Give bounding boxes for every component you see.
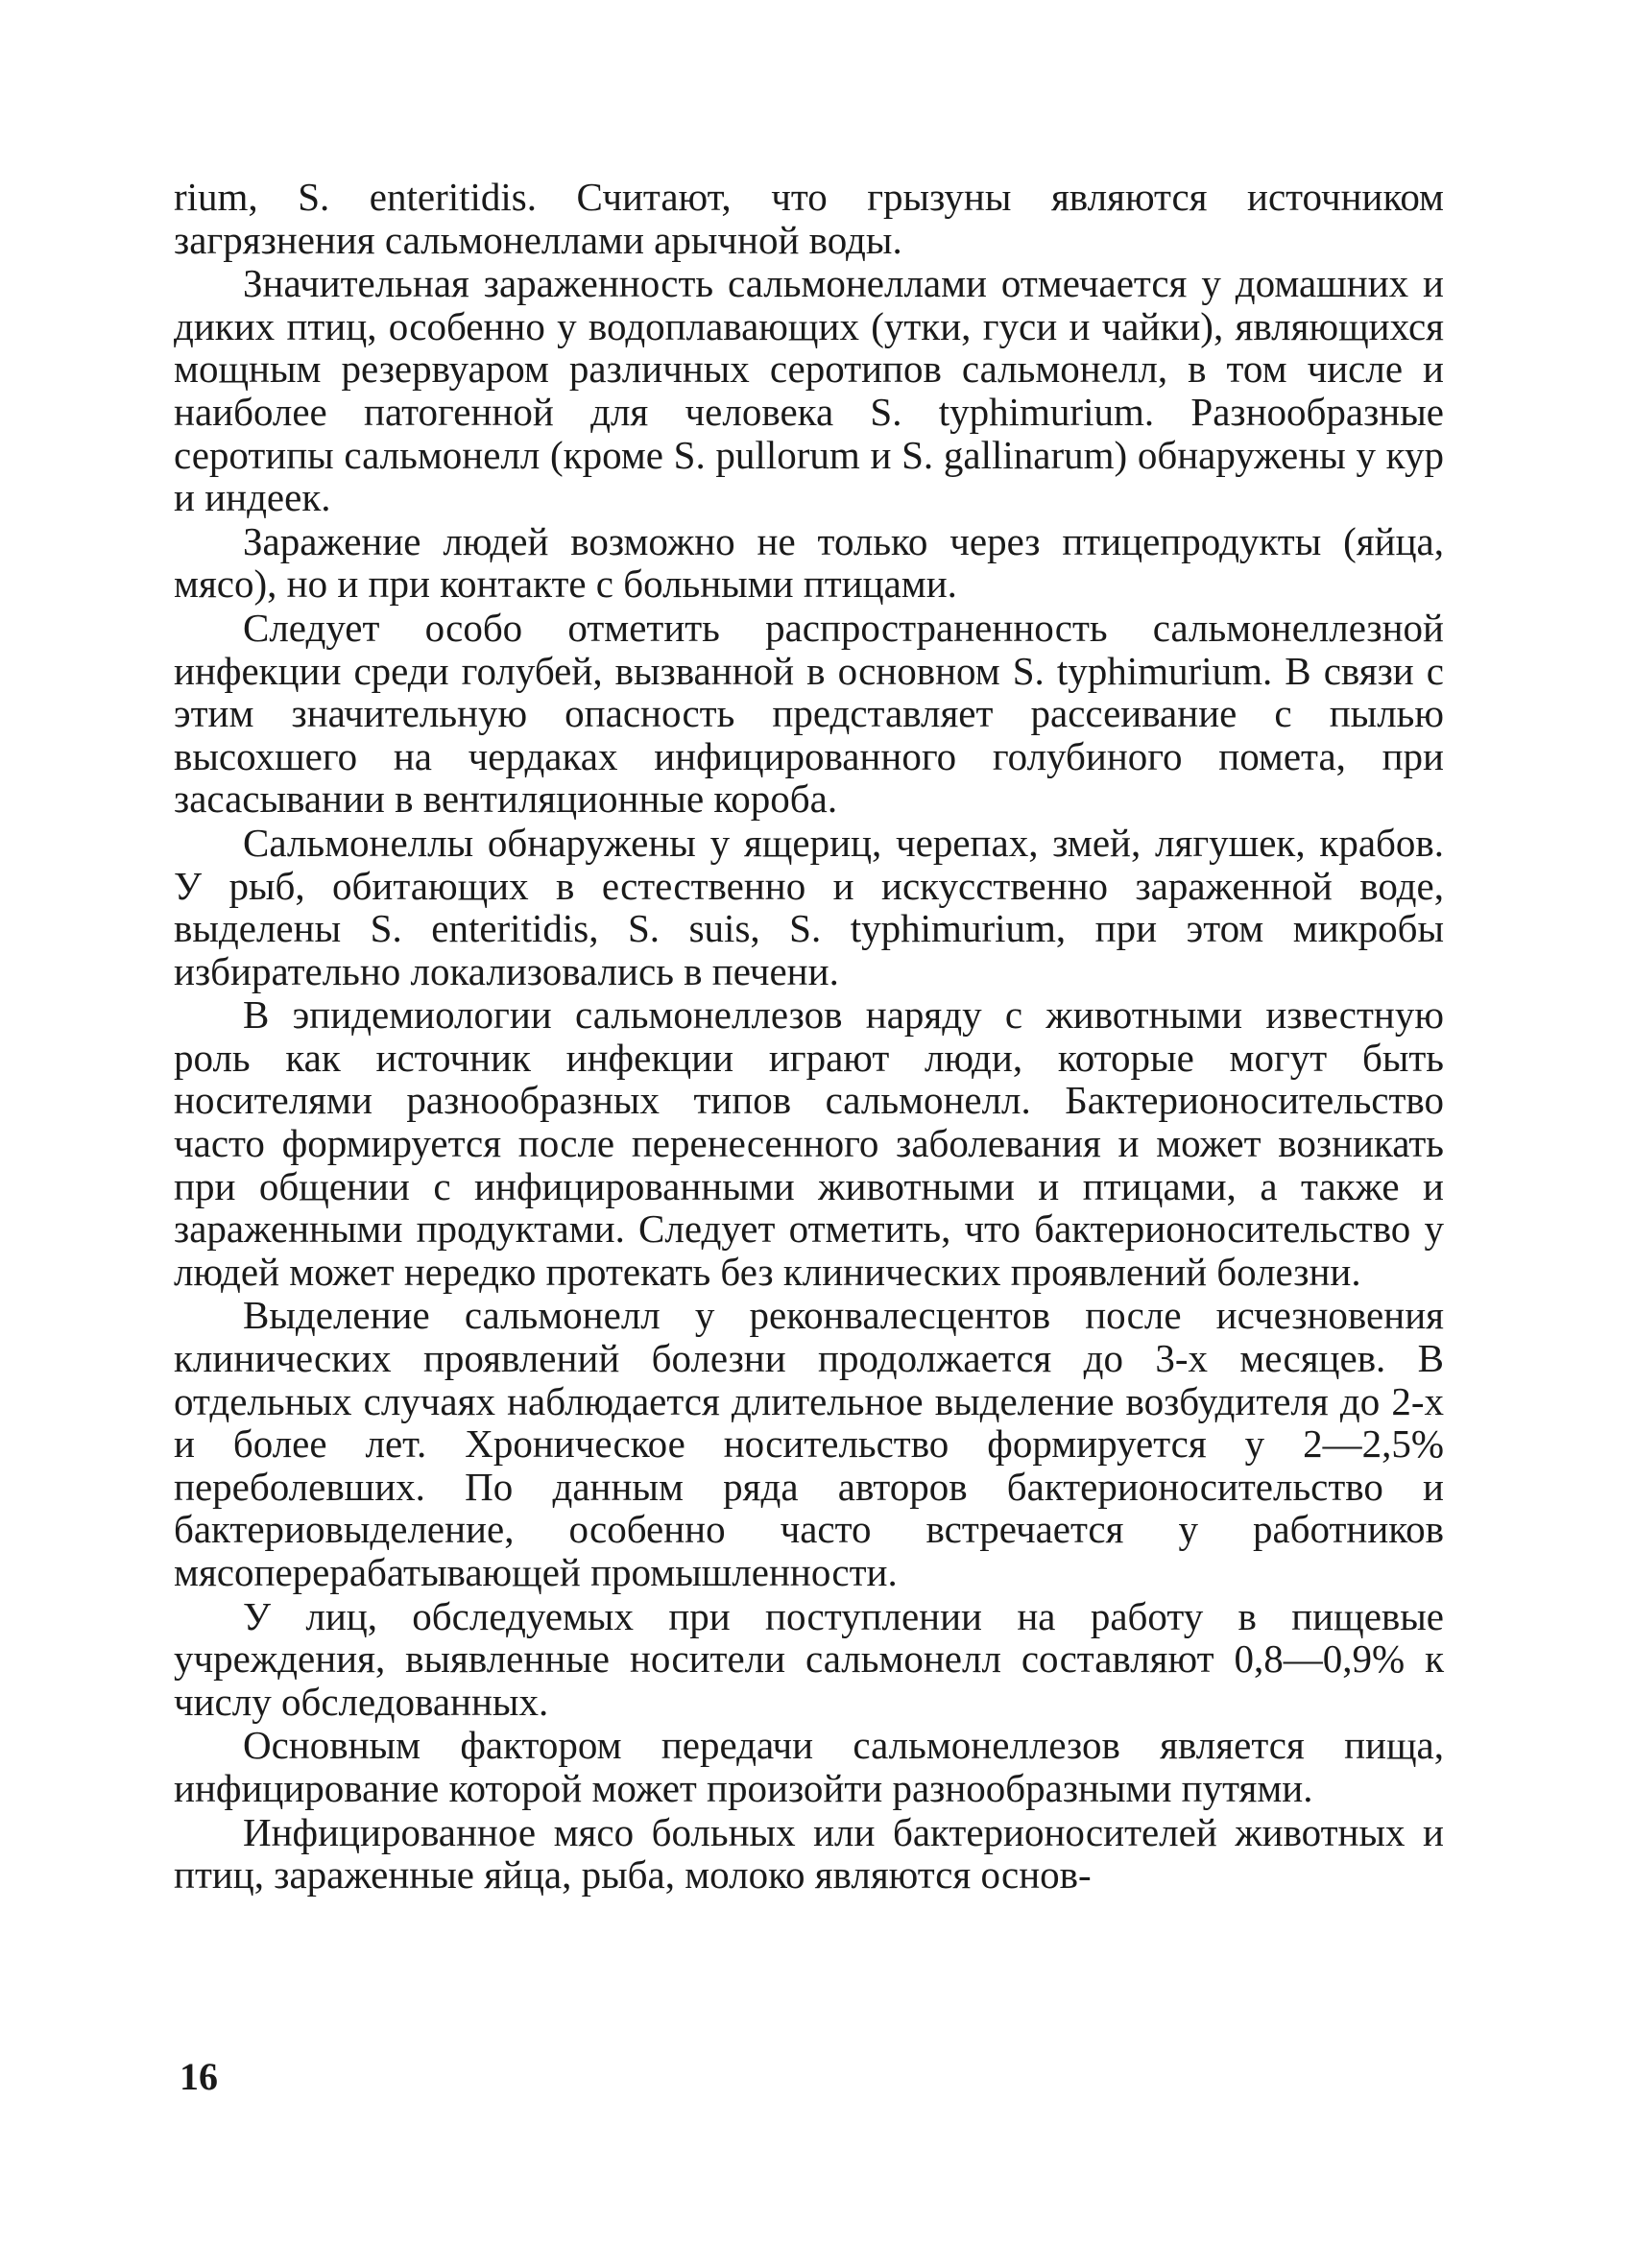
paragraph-food-workers: У лиц, обследуемых при поступлении на работу в пищевые учреждения, выявленные носители сальмонелл составляют 0,8—0,9% к числу обследованных. [174,1593,1444,1724]
paragraph-infected-products: Инфицированное мясо больных или бактерионосителей животных и птиц, зараженные яйца, рыба, молоко являются основ- [174,1809,1444,1898]
paragraph-epidemiology: В эпидемиологии сальмонеллезов наряду с животными известную роль как источник инфекции играют люди, которые могут быть носителями разнообразных типов сальмонелл. Бактерионосительство часто формируется после перенесенного заболевания и может возникать при общении с инфицированными животными и птицами, а также и зараженными продуктами. Следует отметить, что бактерионосительство у людей может нередко протекать без клинических проявлений болезни. [174,992,1444,1294]
paragraph-reptiles-fish: Сальмонеллы обнаружены у ящериц, черепах, змей, лягушек, крабов. У рыб, обитающих в естественно и искусственно зараженной воде, выделены S. enteritidis, S. suis, S. typhimurium, при этом микробы избирательно локализовались в печени. [174,820,1444,993]
paragraph-human-infection: Заражение людей возможно не только через птицепродукты (яйца, мясо), но и при контакте с больными птицами. [174,518,1444,607]
paragraph-birds: Значительная зараженность сальмонеллами отмечается у домашних и диких птиц, особенно у водоплавающих (утки, гуси и чайки), являющихся мощным резервуаром различных серотипов сальмонелл, в том числе и наиболее патогенной для человека S. typhimurium. Разнообразные серотипы сальмонелл (кроме S. pullorum и S. gallinarum) обнаружены у кур и индеек. [174,261,1444,520]
paragraph-continuation: rium, S. enteritidis. Считают, что грызуны являются источником загрязнения сальмонеллами арычной воды. [174,175,1444,262]
paragraph-food-transmission: Основным фактором передачи сальмонеллезов является пища, инфицирование которой может произойти разнообразными путями. [174,1723,1444,1810]
body-text [174,176,1444,1897]
paragraph-carriers: Выделение сальмонелл у реконвалесцентов после исчезновения клинических проявлений болезни продолжается до 3-х месяцев. В отдельных случаях наблюдается длительное выделение возбудителя до 2-х и более лет. Хроническое носительство формируется у 2—2,5% переболевших. По данным ряда авторов бактерионосительство и бактериовыделение, особенно часто встречается у работников мясоперерабатывающей промышленности. [174,1293,1444,1594]
paragraph-pigeons: Следует особо отметить распространенность сальмонеллезной инфекции среди голубей, вызванной в основном S. typhimurium. В связи с этим значительную опасность представляет рассеивание с пылью высохшего на чердаках инфицированного голубиного помета, при засасывании в вентиляционные короба. [174,605,1444,822]
page-number: 16 [180,2055,218,2098]
